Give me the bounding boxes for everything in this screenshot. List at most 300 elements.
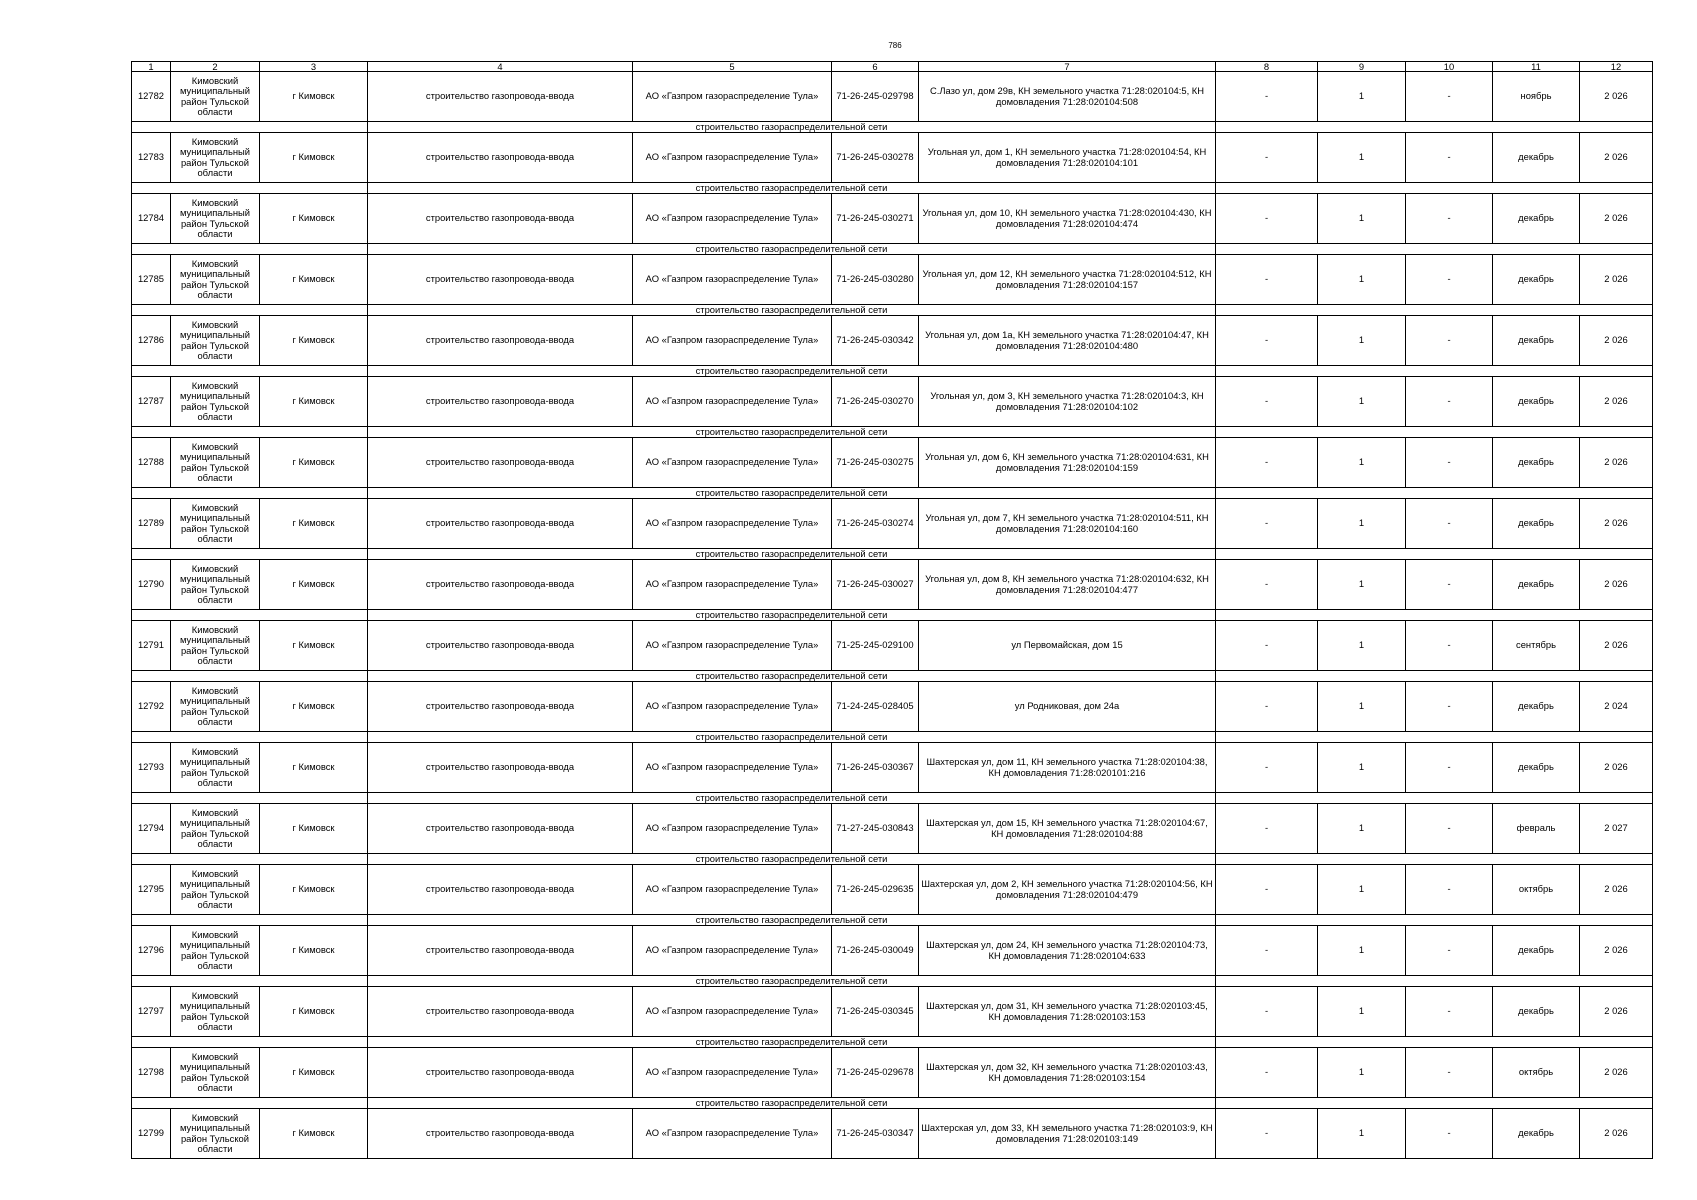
month-cell: декабрь xyxy=(1493,560,1580,610)
column-8-cell: - xyxy=(1216,72,1318,122)
column-number: 11 xyxy=(1493,62,1580,72)
request-code-cell: 71-27-245-030843 xyxy=(832,804,919,854)
organization-cell: АО «Газпром газораспределение Тула» xyxy=(633,804,832,854)
year-cell: 2 026 xyxy=(1580,621,1653,671)
column-8-cell: - xyxy=(1216,133,1318,183)
work-type-cell: строительство газопровода-ввода xyxy=(368,987,633,1037)
organization-cell: АО «Газпром газораспределение Тула» xyxy=(633,621,832,671)
month-cell: декабрь xyxy=(1493,438,1580,488)
organization-cell: АО «Газпром газораспределение Тула» xyxy=(633,438,832,488)
column-8-cell: - xyxy=(1216,499,1318,549)
subrow-work-description: строительство газораспределительной сети xyxy=(368,793,1216,804)
organization-cell: АО «Газпром газораспределение Тула» xyxy=(633,1109,832,1159)
column-9-cell: 1 xyxy=(1318,865,1406,915)
column-8-cell: - xyxy=(1216,743,1318,793)
column-8-cell: - xyxy=(1216,621,1318,671)
column-10-cell: - xyxy=(1406,438,1493,488)
row-number: 12784 xyxy=(132,194,171,244)
work-type-cell: строительство газопровода-ввода xyxy=(368,865,633,915)
table-subrow xyxy=(132,854,1653,865)
address-cell: С.Лазо ул, дом 29в, КН земельного участка 71:28:020104:5, КН домовладения 71:28:020104:508 xyxy=(919,72,1216,122)
column-10-cell: - xyxy=(1406,1109,1493,1159)
column-10-cell: - xyxy=(1406,133,1493,183)
subrow-empty-cell xyxy=(1216,1037,1653,1048)
year-cell: 2 026 xyxy=(1580,560,1653,610)
column-number: 8 xyxy=(1216,62,1318,72)
table-row xyxy=(132,133,1653,183)
column-9-cell: 1 xyxy=(1318,255,1406,305)
subrow-work-description: строительство газораспределительной сети xyxy=(368,183,1216,194)
column-10-cell: - xyxy=(1406,560,1493,610)
column-9-cell: 1 xyxy=(1318,316,1406,366)
subrow-work-description: строительство газораспределительной сети xyxy=(368,1037,1216,1048)
row-number: 12797 xyxy=(132,987,171,1037)
subrow-empty-cell xyxy=(1216,427,1653,438)
request-code-cell: 71-26-245-030342 xyxy=(832,316,919,366)
column-9-cell: 1 xyxy=(1318,194,1406,244)
subrow-work-description: строительство газораспределительной сети xyxy=(368,610,1216,621)
column-10-cell: - xyxy=(1406,987,1493,1037)
column-9-cell: 1 xyxy=(1318,1109,1406,1159)
subrow-empty-cell xyxy=(132,183,368,194)
row-number: 12786 xyxy=(132,316,171,366)
subrow-empty-cell xyxy=(1216,488,1653,499)
city-cell: г Кимовск xyxy=(260,1048,368,1098)
subrow-work-description: строительство газораспределительной сети xyxy=(368,854,1216,865)
column-number: 4 xyxy=(368,62,633,72)
district-cell: Кимовский муниципальный район Тульской области xyxy=(171,194,260,244)
organization-cell: АО «Газпром газораспределение Тула» xyxy=(633,682,832,732)
month-cell: декабрь xyxy=(1493,316,1580,366)
subrow-empty-cell xyxy=(1216,610,1653,621)
subrow-empty-cell xyxy=(132,549,368,560)
column-10-cell: - xyxy=(1406,682,1493,732)
table-row xyxy=(132,438,1653,488)
city-cell: г Кимовск xyxy=(260,133,368,183)
address-cell: Угольная ул, дом 8, КН земельного участка 71:28:020104:632, КН домовладения 71:28:020104:477 xyxy=(919,560,1216,610)
city-cell: г Кимовск xyxy=(260,194,368,244)
month-cell: декабрь xyxy=(1493,987,1580,1037)
district-cell: Кимовский муниципальный район Тульской области xyxy=(171,743,260,793)
table-subrow xyxy=(132,488,1653,499)
column-10-cell: - xyxy=(1406,255,1493,305)
request-code-cell: 71-26-245-029798 xyxy=(832,72,919,122)
request-code-cell: 71-26-245-030027 xyxy=(832,560,919,610)
subrow-empty-cell xyxy=(1216,183,1653,194)
column-number: 9 xyxy=(1318,62,1406,72)
column-8-cell: - xyxy=(1216,865,1318,915)
subrow-work-description: строительство газораспределительной сети xyxy=(368,976,1216,987)
work-type-cell: строительство газопровода-ввода xyxy=(368,316,633,366)
month-cell: декабрь xyxy=(1493,1109,1580,1159)
column-9-cell: 1 xyxy=(1318,804,1406,854)
request-code-cell: 71-26-245-029678 xyxy=(832,1048,919,1098)
month-cell: ноябрь xyxy=(1493,72,1580,122)
year-cell: 2 026 xyxy=(1580,926,1653,976)
column-9-cell: 1 xyxy=(1318,560,1406,610)
table-row xyxy=(132,560,1653,610)
month-cell: октябрь xyxy=(1493,1048,1580,1098)
month-cell: февраль xyxy=(1493,804,1580,854)
column-9-cell: 1 xyxy=(1318,499,1406,549)
column-10-cell: - xyxy=(1406,499,1493,549)
city-cell: г Кимовск xyxy=(260,316,368,366)
column-number: 6 xyxy=(832,62,919,72)
city-cell: г Кимовск xyxy=(260,804,368,854)
subrow-empty-cell xyxy=(132,122,368,133)
request-code-cell: 71-24-245-028405 xyxy=(832,682,919,732)
city-cell: г Кимовск xyxy=(260,1109,368,1159)
column-8-cell: - xyxy=(1216,1048,1318,1098)
address-cell: Шахтерская ул, дом 31, КН земельного участка 71:28:020103:45, КН домовладения 71:28:020103:153 xyxy=(919,987,1216,1037)
district-cell: Кимовский муниципальный район Тульской области xyxy=(171,438,260,488)
organization-cell: АО «Газпром газораспределение Тула» xyxy=(633,72,832,122)
subrow-work-description: строительство газораспределительной сети xyxy=(368,488,1216,499)
work-type-cell: строительство газопровода-ввода xyxy=(368,804,633,854)
month-cell: декабрь xyxy=(1493,682,1580,732)
column-number: 10 xyxy=(1406,62,1493,72)
registry-table xyxy=(131,61,1653,1159)
subrow-empty-cell xyxy=(132,610,368,621)
column-10-cell: - xyxy=(1406,377,1493,427)
row-number: 12792 xyxy=(132,682,171,732)
column-9-cell: 1 xyxy=(1318,987,1406,1037)
organization-cell: АО «Газпром газораспределение Тула» xyxy=(633,499,832,549)
organization-cell: АО «Газпром газораспределение Тула» xyxy=(633,377,832,427)
column-10-cell: - xyxy=(1406,194,1493,244)
work-type-cell: строительство газопровода-ввода xyxy=(368,255,633,305)
subrow-work-description: строительство газораспределительной сети xyxy=(368,671,1216,682)
subrow-empty-cell xyxy=(132,671,368,682)
organization-cell: АО «Газпром газораспределение Тула» xyxy=(633,865,832,915)
column-9-cell: 1 xyxy=(1318,682,1406,732)
column-9-cell: 1 xyxy=(1318,377,1406,427)
row-number: 12785 xyxy=(132,255,171,305)
column-10-cell: - xyxy=(1406,865,1493,915)
column-8-cell: - xyxy=(1216,926,1318,976)
district-cell: Кимовский муниципальный район Тульской области xyxy=(171,1109,260,1159)
column-10-cell: - xyxy=(1406,743,1493,793)
district-cell: Кимовский муниципальный район Тульской области xyxy=(171,133,260,183)
column-8-cell: - xyxy=(1216,438,1318,488)
column-10-cell: - xyxy=(1406,804,1493,854)
city-cell: г Кимовск xyxy=(260,438,368,488)
row-number: 12795 xyxy=(132,865,171,915)
request-code-cell: 71-25-245-029100 xyxy=(832,621,919,671)
table-subrow xyxy=(132,244,1653,255)
year-cell: 2 026 xyxy=(1580,987,1653,1037)
work-type-cell: строительство газопровода-ввода xyxy=(368,743,633,793)
request-code-cell: 71-26-245-029635 xyxy=(832,865,919,915)
table-row xyxy=(132,926,1653,976)
row-number: 12782 xyxy=(132,72,171,122)
column-8-cell: - xyxy=(1216,377,1318,427)
address-cell: Угольная ул, дом 1, КН земельного участка 71:28:020104:54, КН домовладения 71:28:020104:101 xyxy=(919,133,1216,183)
subrow-empty-cell xyxy=(132,488,368,499)
table-subrow xyxy=(132,976,1653,987)
subrow-empty-cell xyxy=(1216,671,1653,682)
district-cell: Кимовский муниципальный район Тульской области xyxy=(171,499,260,549)
subrow-empty-cell xyxy=(1216,732,1653,743)
column-10-cell: - xyxy=(1406,72,1493,122)
month-cell: декабрь xyxy=(1493,133,1580,183)
subrow-empty-cell xyxy=(132,915,368,926)
organization-cell: АО «Газпром газораспределение Тула» xyxy=(633,316,832,366)
district-cell: Кимовский муниципальный район Тульской области xyxy=(171,377,260,427)
year-cell: 2 024 xyxy=(1580,682,1653,732)
city-cell: г Кимовск xyxy=(260,621,368,671)
row-number: 12798 xyxy=(132,1048,171,1098)
table-row xyxy=(132,499,1653,549)
city-cell: г Кимовск xyxy=(260,682,368,732)
table-row xyxy=(132,255,1653,305)
address-cell: Шахтерская ул, дом 15, КН земельного участка 71:28:020104:67, КН домовладения 71:28:020104:88 xyxy=(919,804,1216,854)
subrow-work-description: строительство газораспределительной сети xyxy=(368,305,1216,316)
request-code-cell: 71-26-245-030049 xyxy=(832,926,919,976)
subrow-empty-cell xyxy=(1216,549,1653,560)
table-row xyxy=(132,682,1653,732)
city-cell: г Кимовск xyxy=(260,377,368,427)
district-cell: Кимовский муниципальный район Тульской области xyxy=(171,865,260,915)
row-number: 12794 xyxy=(132,804,171,854)
subrow-empty-cell xyxy=(1216,976,1653,987)
request-code-cell: 71-26-245-030367 xyxy=(832,743,919,793)
request-code-cell: 71-26-245-030345 xyxy=(832,987,919,1037)
request-code-cell: 71-26-245-030271 xyxy=(832,194,919,244)
organization-cell: АО «Газпром газораспределение Тула» xyxy=(633,560,832,610)
subrow-work-description: строительство газораспределительной сети xyxy=(368,1098,1216,1109)
address-cell: Угольная ул, дом 10, КН земельного участка 71:28:020104:430, КН домовладения 71:28:020104:474 xyxy=(919,194,1216,244)
district-cell: Кимовский муниципальный район Тульской области xyxy=(171,621,260,671)
table-subrow xyxy=(132,610,1653,621)
year-cell: 2 026 xyxy=(1580,316,1653,366)
district-cell: Кимовский муниципальный район Тульской области xyxy=(171,255,260,305)
month-cell: декабрь xyxy=(1493,377,1580,427)
subrow-work-description: строительство газораспределительной сети xyxy=(368,549,1216,560)
year-cell: 2 026 xyxy=(1580,255,1653,305)
column-number-row xyxy=(132,62,1653,72)
column-8-cell: - xyxy=(1216,560,1318,610)
work-type-cell: строительство газопровода-ввода xyxy=(368,72,633,122)
address-cell: Шахтерская ул, дом 24, КН земельного участка 71:28:020104:73, КН домовладения 71:28:020104:633 xyxy=(919,926,1216,976)
column-8-cell: - xyxy=(1216,1109,1318,1159)
subrow-empty-cell xyxy=(132,427,368,438)
column-10-cell: - xyxy=(1406,621,1493,671)
work-type-cell: строительство газопровода-ввода xyxy=(368,1048,633,1098)
subrow-empty-cell xyxy=(1216,305,1653,316)
subrow-empty-cell xyxy=(132,366,368,377)
table-subrow xyxy=(132,1037,1653,1048)
address-cell: ул Первомайская, дом 15 xyxy=(919,621,1216,671)
work-type-cell: строительство газопровода-ввода xyxy=(368,682,633,732)
city-cell: г Кимовск xyxy=(260,743,368,793)
work-type-cell: строительство газопровода-ввода xyxy=(368,621,633,671)
year-cell: 2 026 xyxy=(1580,438,1653,488)
organization-cell: АО «Газпром газораспределение Тула» xyxy=(633,255,832,305)
column-8-cell: - xyxy=(1216,682,1318,732)
column-10-cell: - xyxy=(1406,1048,1493,1098)
table-row xyxy=(132,1048,1653,1098)
year-cell: 2 026 xyxy=(1580,499,1653,549)
column-9-cell: 1 xyxy=(1318,438,1406,488)
row-number: 12791 xyxy=(132,621,171,671)
organization-cell: АО «Газпром газораспределение Тула» xyxy=(633,133,832,183)
organization-cell: АО «Газпром газораспределение Тула» xyxy=(633,926,832,976)
column-number: 2 xyxy=(171,62,260,72)
column-9-cell: 1 xyxy=(1318,72,1406,122)
organization-cell: АО «Газпром газораспределение Тула» xyxy=(633,1048,832,1098)
subrow-empty-cell xyxy=(1216,244,1653,255)
column-9-cell: 1 xyxy=(1318,1048,1406,1098)
city-cell: г Кимовск xyxy=(260,560,368,610)
year-cell: 2 026 xyxy=(1580,1109,1653,1159)
row-number: 12789 xyxy=(132,499,171,549)
column-9-cell: 1 xyxy=(1318,743,1406,793)
month-cell: декабрь xyxy=(1493,499,1580,549)
city-cell: г Кимовск xyxy=(260,926,368,976)
subrow-empty-cell xyxy=(1216,122,1653,133)
row-number: 12790 xyxy=(132,560,171,610)
row-number: 12783 xyxy=(132,133,171,183)
address-cell: Шахтерская ул, дом 2, КН земельного участка 71:28:020104:56, КН домовладения 71:28:020104:479 xyxy=(919,865,1216,915)
year-cell: 2 026 xyxy=(1580,865,1653,915)
district-cell: Кимовский муниципальный район Тульской области xyxy=(171,316,260,366)
month-cell: декабрь xyxy=(1493,926,1580,976)
address-cell: Шахтерская ул, дом 33, КН земельного участка 71:28:020103:9, КН домовладения 71:28:020103:149 xyxy=(919,1109,1216,1159)
table-row xyxy=(132,621,1653,671)
work-type-cell: строительство газопровода-ввода xyxy=(368,1109,633,1159)
table-subrow xyxy=(132,183,1653,194)
column-8-cell: - xyxy=(1216,194,1318,244)
table-row xyxy=(132,194,1653,244)
table-row xyxy=(132,1109,1653,1159)
request-code-cell: 71-26-245-030280 xyxy=(832,255,919,305)
request-code-cell: 71-26-245-030347 xyxy=(832,1109,919,1159)
district-cell: Кимовский муниципальный район Тульской области xyxy=(171,804,260,854)
table-row xyxy=(132,987,1653,1037)
month-cell: сентябрь xyxy=(1493,621,1580,671)
month-cell: октябрь xyxy=(1493,865,1580,915)
year-cell: 2 026 xyxy=(1580,194,1653,244)
subrow-work-description: строительство газораспределительной сети xyxy=(368,732,1216,743)
subrow-empty-cell xyxy=(132,854,368,865)
subrow-empty-cell xyxy=(1216,793,1653,804)
table-row xyxy=(132,865,1653,915)
column-number: 1 xyxy=(132,62,171,72)
column-number: 3 xyxy=(260,62,368,72)
table-subrow xyxy=(132,549,1653,560)
work-type-cell: строительство газопровода-ввода xyxy=(368,133,633,183)
table-subrow xyxy=(132,671,1653,682)
year-cell: 2 027 xyxy=(1580,804,1653,854)
table-row xyxy=(132,377,1653,427)
table-subrow xyxy=(132,122,1653,133)
subrow-empty-cell xyxy=(132,1037,368,1048)
table-subrow xyxy=(132,793,1653,804)
column-8-cell: - xyxy=(1216,316,1318,366)
organization-cell: АО «Газпром газораспределение Тула» xyxy=(633,194,832,244)
month-cell: декабрь xyxy=(1493,194,1580,244)
request-code-cell: 71-26-245-030274 xyxy=(832,499,919,549)
subrow-empty-cell xyxy=(132,1098,368,1109)
column-number: 5 xyxy=(633,62,832,72)
address-cell: Угольная ул, дом 1а, КН земельного участка 71:28:020104:47, КН домовладения 71:28:020104:480 xyxy=(919,316,1216,366)
city-cell: г Кимовск xyxy=(260,499,368,549)
subrow-work-description: строительство газораспределительной сети xyxy=(368,366,1216,377)
column-8-cell: - xyxy=(1216,255,1318,305)
district-cell: Кимовский муниципальный район Тульской области xyxy=(171,987,260,1037)
table-subrow xyxy=(132,366,1653,377)
organization-cell: АО «Газпром газораспределение Тула» xyxy=(633,743,832,793)
work-type-cell: строительство газопровода-ввода xyxy=(368,926,633,976)
table-row xyxy=(132,72,1653,122)
year-cell: 2 026 xyxy=(1580,1048,1653,1098)
subrow-empty-cell xyxy=(1216,366,1653,377)
address-cell: ул Родниковая, дом 24а xyxy=(919,682,1216,732)
row-number: 12793 xyxy=(132,743,171,793)
request-code-cell: 71-26-245-030270 xyxy=(832,377,919,427)
district-cell: Кимовский муниципальный район Тульской области xyxy=(171,682,260,732)
table-body xyxy=(132,62,1653,1159)
column-8-cell: - xyxy=(1216,804,1318,854)
work-type-cell: строительство газопровода-ввода xyxy=(368,377,633,427)
work-type-cell: строительство газопровода-ввода xyxy=(368,194,633,244)
address-cell: Угольная ул, дом 12, КН земельного участка 71:28:020104:512, КН домовладения 71:28:020104:157 xyxy=(919,255,1216,305)
subrow-work-description: строительство газораспределительной сети xyxy=(368,427,1216,438)
subrow-empty-cell xyxy=(132,732,368,743)
work-type-cell: строительство газопровода-ввода xyxy=(368,438,633,488)
year-cell: 2 026 xyxy=(1580,72,1653,122)
year-cell: 2 026 xyxy=(1580,377,1653,427)
district-cell: Кимовский муниципальный район Тульской области xyxy=(171,1048,260,1098)
subrow-empty-cell xyxy=(1216,915,1653,926)
page-number: 786 xyxy=(888,41,902,50)
table-row xyxy=(132,743,1653,793)
address-cell: Угольная ул, дом 7, КН земельного участка 71:28:020104:511, КН домовладения 71:28:020104:160 xyxy=(919,499,1216,549)
subrow-empty-cell xyxy=(132,793,368,804)
table-subrow xyxy=(132,915,1653,926)
district-cell: Кимовский муниципальный район Тульской области xyxy=(171,560,260,610)
request-code-cell: 71-26-245-030278 xyxy=(832,133,919,183)
column-10-cell: - xyxy=(1406,926,1493,976)
column-number: 7 xyxy=(919,62,1216,72)
row-number: 12799 xyxy=(132,1109,171,1159)
year-cell: 2 026 xyxy=(1580,743,1653,793)
year-cell: 2 026 xyxy=(1580,133,1653,183)
subrow-work-description: строительство газораспределительной сети xyxy=(368,915,1216,926)
table-subrow xyxy=(132,1098,1653,1109)
row-number: 12796 xyxy=(132,926,171,976)
city-cell: г Кимовск xyxy=(260,72,368,122)
column-9-cell: 1 xyxy=(1318,621,1406,671)
month-cell: декабрь xyxy=(1493,255,1580,305)
table-subrow xyxy=(132,427,1653,438)
request-code-cell: 71-26-245-030275 xyxy=(832,438,919,488)
column-9-cell: 1 xyxy=(1318,133,1406,183)
work-type-cell: строительство газопровода-ввода xyxy=(368,560,633,610)
column-number: 12 xyxy=(1580,62,1653,72)
district-cell: Кимовский муниципальный район Тульской области xyxy=(171,926,260,976)
table-row xyxy=(132,316,1653,366)
district-cell: Кимовский муниципальный район Тульской области xyxy=(171,72,260,122)
organization-cell: АО «Газпром газораспределение Тула» xyxy=(633,987,832,1037)
subrow-empty-cell xyxy=(1216,854,1653,865)
address-cell: Угольная ул, дом 3, КН земельного участка 71:28:020104:3, КН домовладения 71:28:020104:102 xyxy=(919,377,1216,427)
table-row xyxy=(132,804,1653,854)
work-type-cell: строительство газопровода-ввода xyxy=(368,499,633,549)
row-number: 12787 xyxy=(132,377,171,427)
address-cell: Угольная ул, дом 6, КН земельного участка 71:28:020104:631, КН домовладения 71:28:020104:159 xyxy=(919,438,1216,488)
